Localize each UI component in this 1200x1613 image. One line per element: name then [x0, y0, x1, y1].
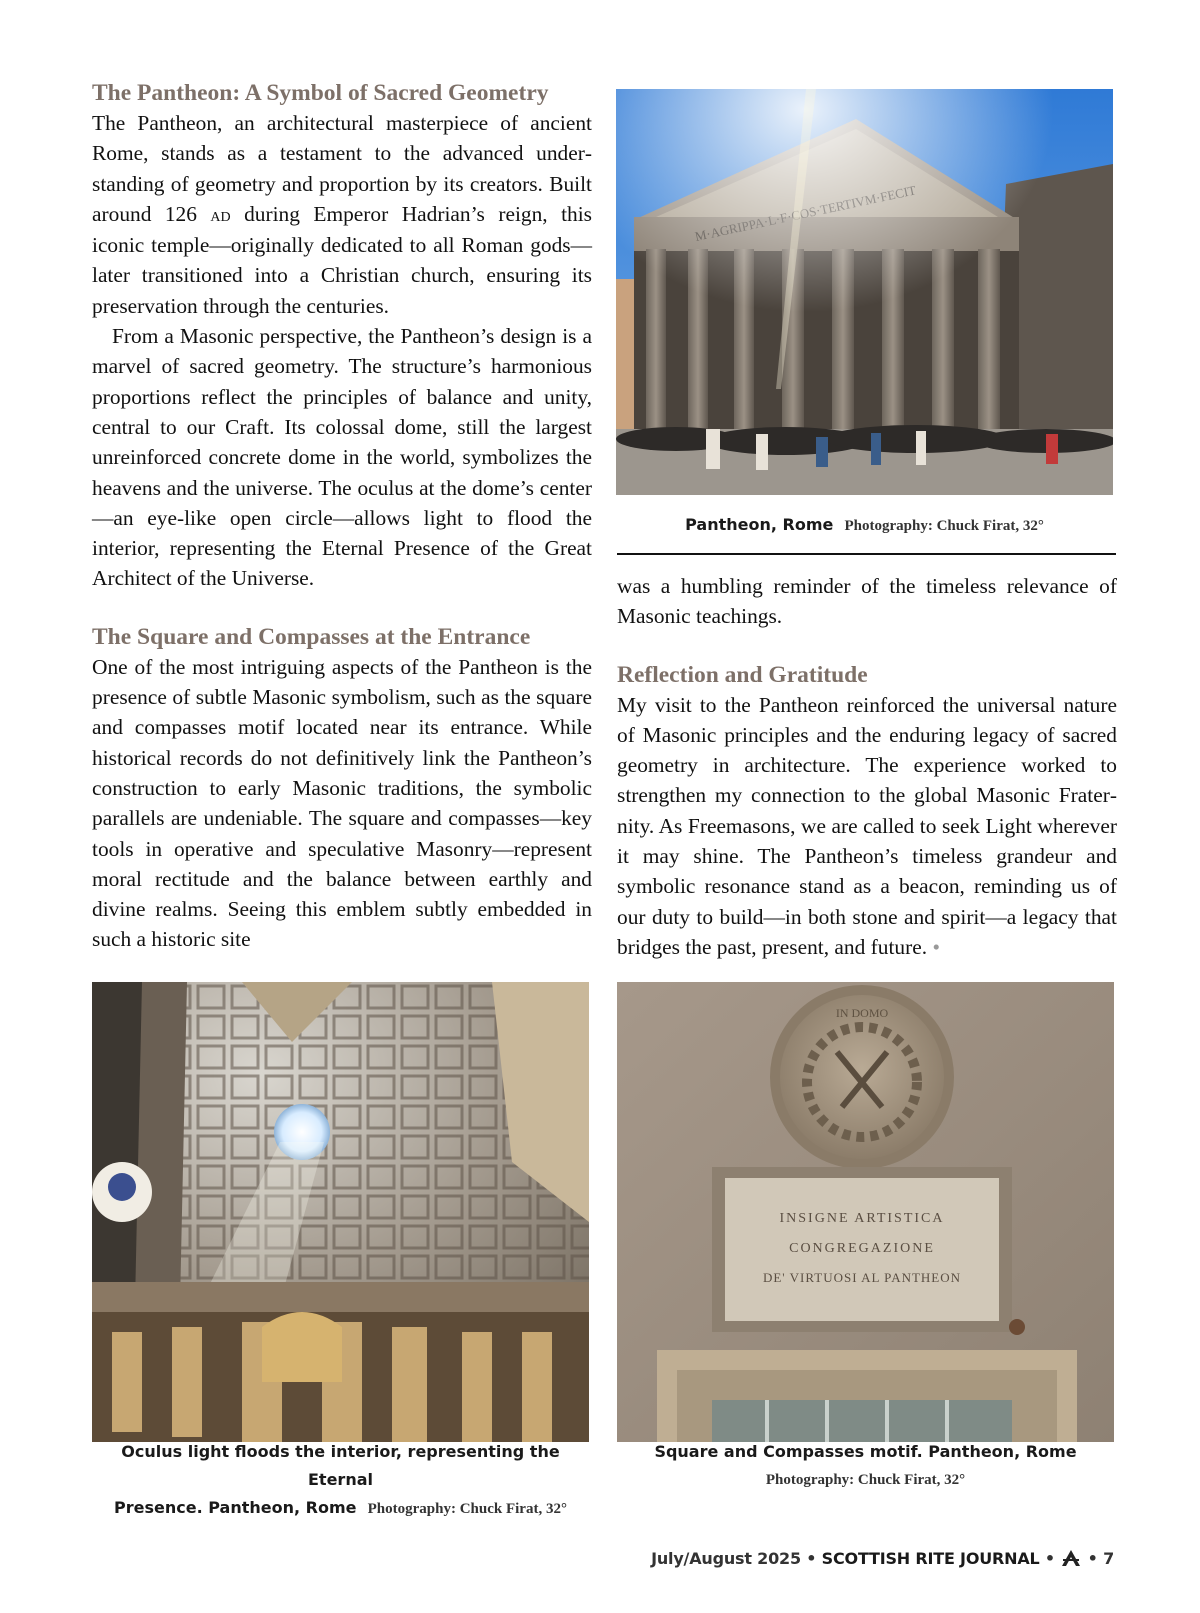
separator: •	[1044, 1549, 1055, 1568]
paragraph-text: The Pantheon, an architectural masterpiece of ancient Rome, stands as a testament to the advanced understanding of geometry and proportion by its creators. Built around 126	[92, 111, 592, 226]
left-column	[92, 78, 592, 955]
paragraph-text: My visit to the Pantheon reinforced the universal nature of Masonic principles and the enduring legacy of sacred geometry in architecture. The experience worked to strengthen my connection to the global Masonic Fraternity. As Freemasons, we are called to seek Light wherever it may shine. The Pantheon’s timeless grandeur and symbolic resonance stand as a beacon, reminding us of our duty to build—in both stone and spirit—a legacy that bridges the past, present, and future.	[617, 692, 1117, 959]
issue-date: July/August 2025	[651, 1549, 801, 1568]
body-paragraph-1	[92, 108, 592, 321]
caption-text: Pantheon, Rome	[685, 515, 834, 534]
double-eagle-emblem-icon	[1060, 1548, 1082, 1568]
right-column	[617, 571, 1117, 962]
end-mark: •	[932, 934, 940, 959]
plaque-line-3: DE' VIRTUOSI AL PANTHEON	[762, 1270, 962, 1285]
separator: •	[806, 1549, 817, 1568]
pantheon-exterior-photo	[616, 89, 1113, 495]
caption-divider	[617, 553, 1116, 555]
caption-text: Presence. Pantheon, Rome	[114, 1498, 357, 1517]
pantheon-interior-photo	[92, 982, 589, 1442]
exterior-photo-caption	[616, 511, 1113, 540]
body-paragraph-2: From a Masonic perspective, the Pantheon’s design is a marvel of sacred geometry. The structure’s harmonious proportions reflect the principles of balance and unity, central to our Craft. Its colossal dome, still the largest unreinforced concrete dome in the world, symbolizes the heavens and the universe. The oculus at the dome’s center—an eye-like open circle—allows light to flood the interior, representing the Eternal Presence of the Great Architect of the Universe.	[92, 324, 592, 591]
era-abbreviation: ad	[210, 203, 231, 226]
page-number: 7	[1103, 1549, 1114, 1568]
plaque-line-1: INSIGNE ARTISTICA	[779, 1211, 945, 1226]
body-paragraph-4	[617, 690, 1117, 963]
interior-photo-caption	[92, 1438, 589, 1523]
photo-credit: Photography: Chuck Firat, 32°	[367, 1501, 567, 1517]
caption-text: Oculus light floods the interior, representing the Eternal	[121, 1442, 560, 1489]
plaque-photo-caption	[617, 1438, 1114, 1494]
medallion-text: IN DOMO	[835, 1006, 889, 1020]
body-paragraph-3-continued: was a humbling reminder of the timeless relevance of Masonic teachings.	[617, 574, 1117, 629]
photo-credit: Photography: Chuck Firat, 32°	[765, 1472, 966, 1488]
journal-name: SCOTTISH RITE JOURNAL	[821, 1549, 1040, 1568]
section-heading-pantheon: The Pantheon: A Symbol of Sacred Geometry	[92, 80, 549, 106]
body-paragraph-3: One of the most intriguing aspects of the Pantheon is the presence of subtle Masonic symbolism, such as the square and compasses motif located near its entrance. While historical records do not definitively link the Pantheon’s construction to early Masonic traditions, the symbolic parallels are undeniable. The square and compasses—key tools in operative and speculative Masonry—represent moral rectitude and the balance between earthly and divine realms. Seeing this emblem subtly embedded in such a historic site	[92, 654, 592, 952]
separator: •	[1087, 1549, 1098, 1568]
plaque-line-2: CONGREGAZIONE	[789, 1241, 935, 1256]
photo-credit: Photography: Chuck Firat, 32°	[844, 518, 1044, 534]
section-heading-square-compasses: The Square and Compasses at the Entrance	[92, 623, 531, 650]
section-heading-reflection: Reflection and Gratitude	[617, 661, 868, 688]
paragraph-text: during Emperor Hadrian’s reign, this iconic temple—originally dedicated to all Roman gods—later transitioned into a Christian church, ensuring its preservation through the centuries.	[92, 201, 592, 318]
caption-text: Square and Compasses motif. Pantheon, Rome	[654, 1442, 1077, 1461]
square-compasses-plaque-photo	[617, 982, 1114, 1442]
page-footer	[651, 1548, 1114, 1568]
